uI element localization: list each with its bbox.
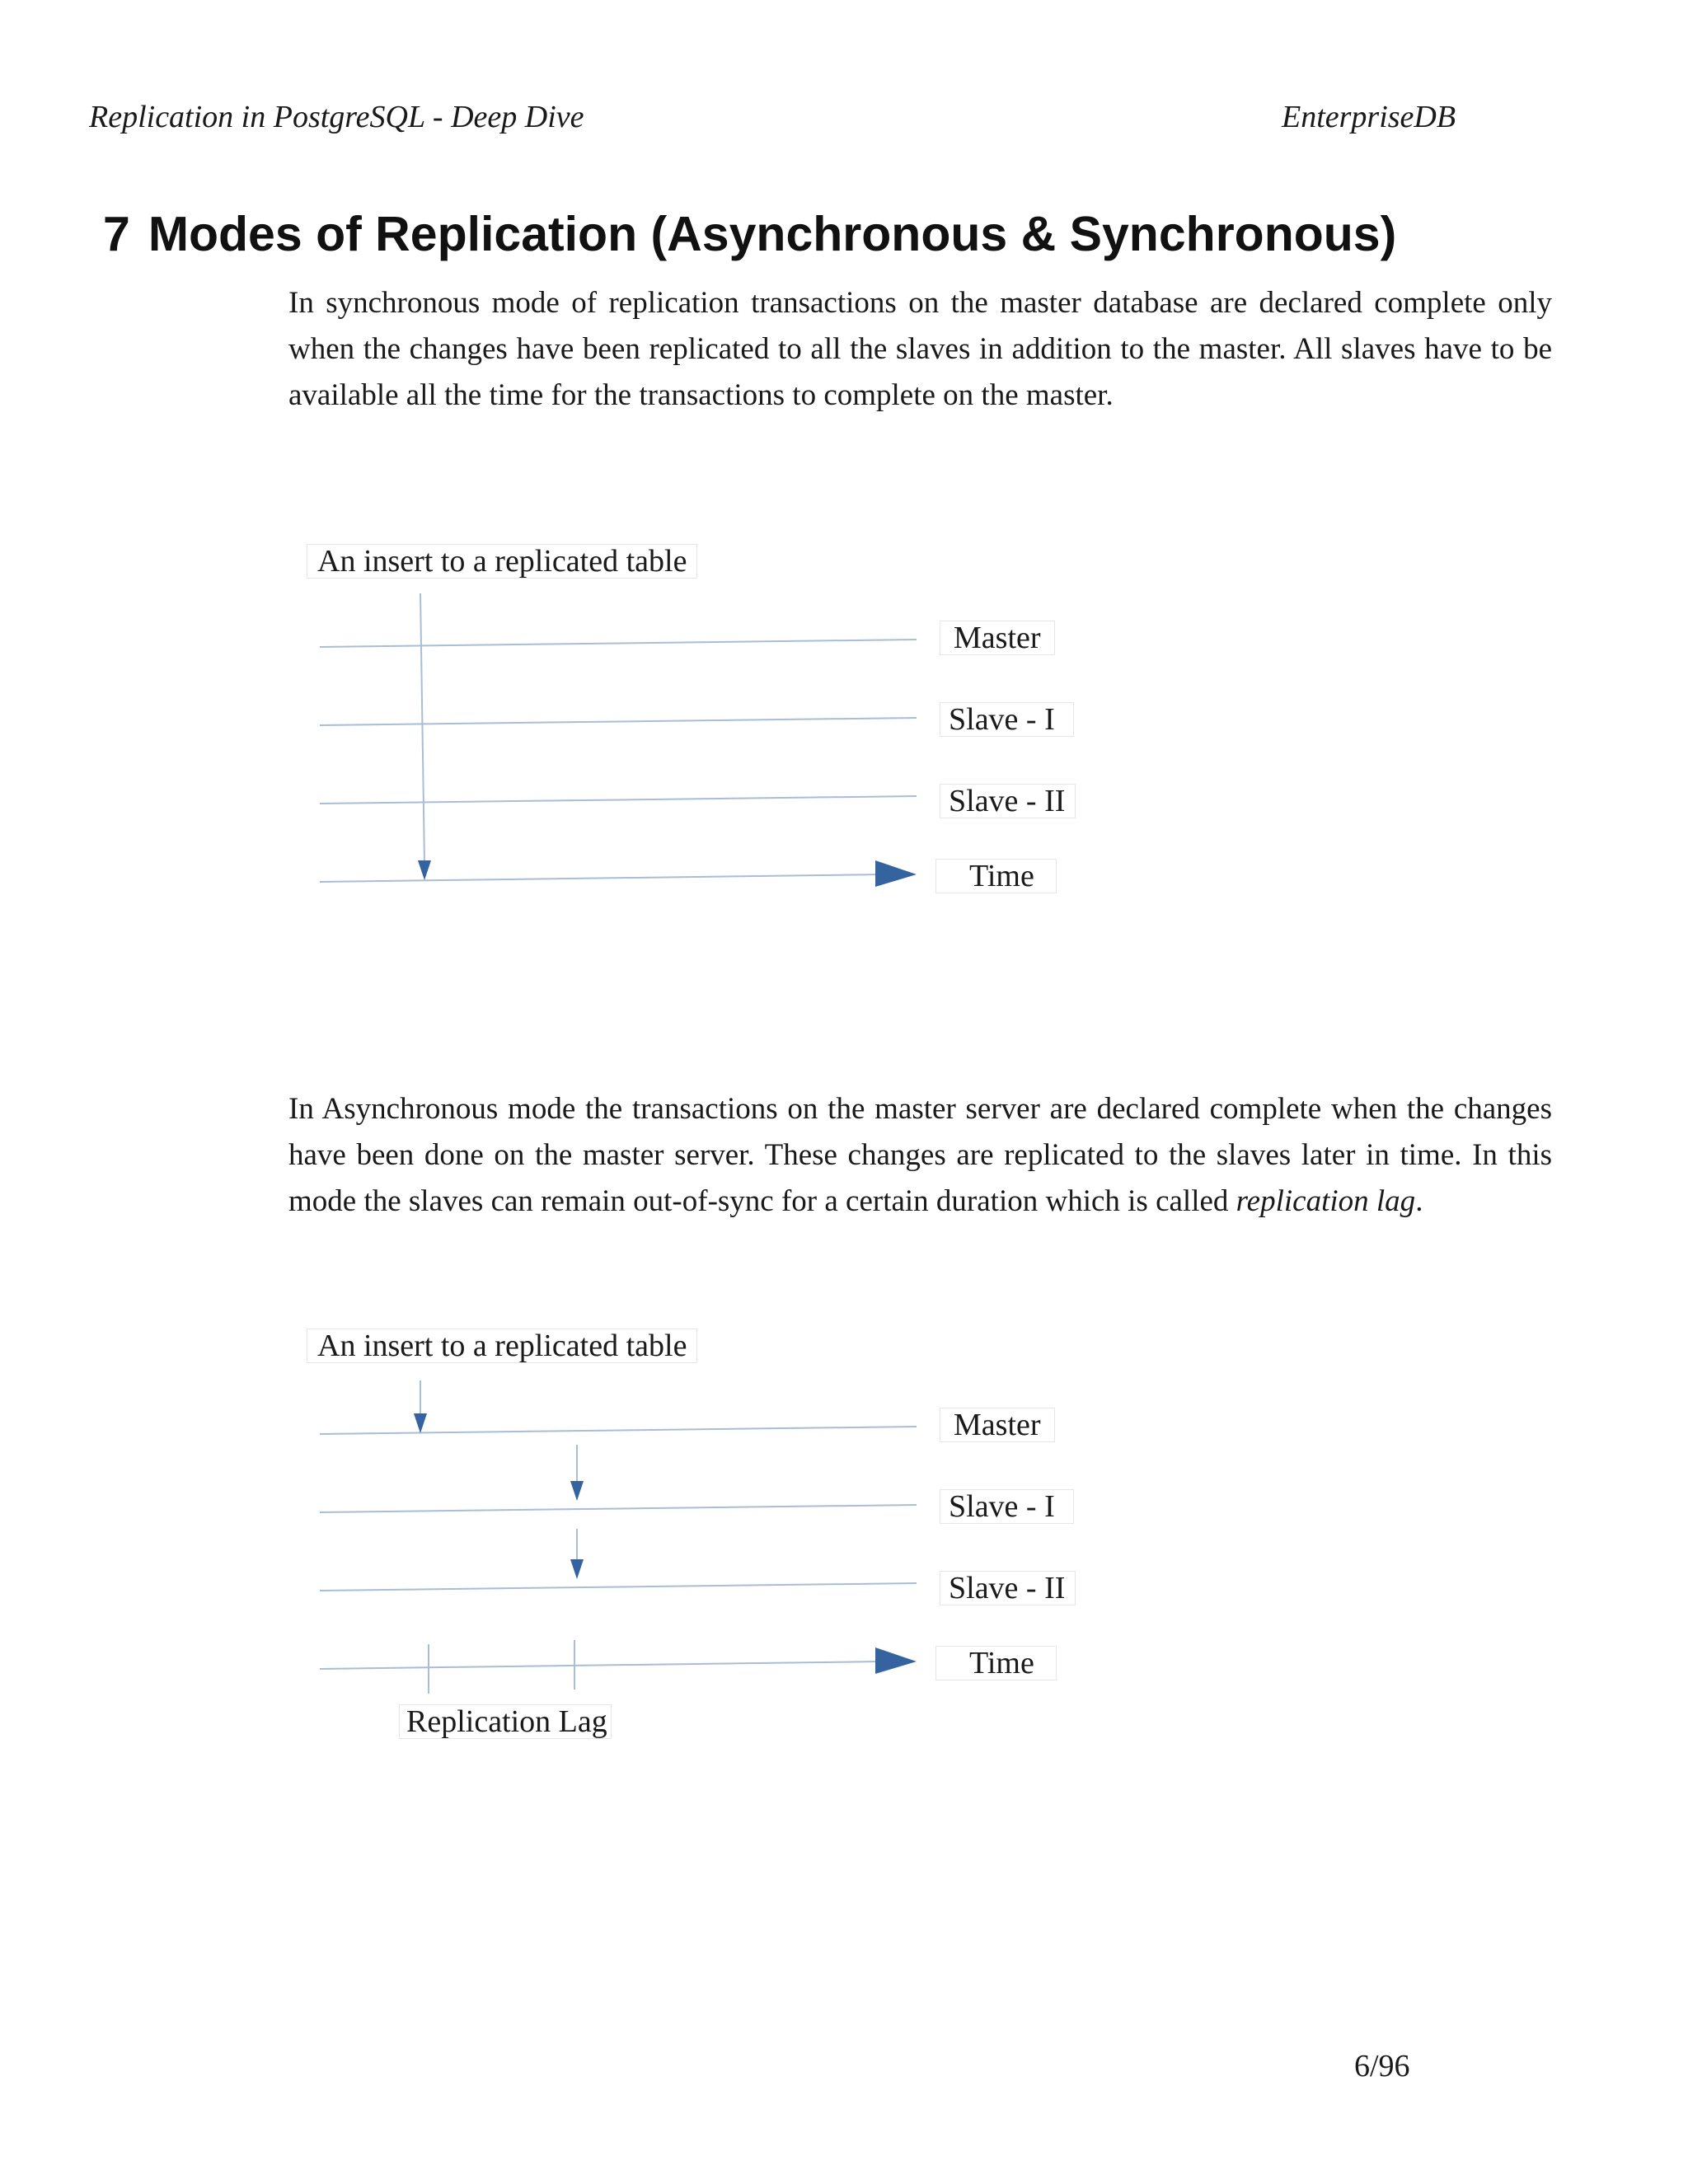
section-heading bbox=[103, 206, 1396, 262]
sync-insert-arrowhead bbox=[418, 860, 431, 880]
sync-master-label: Master bbox=[940, 621, 1055, 655]
async-slave1-arrowhead bbox=[570, 1481, 584, 1501]
sync-insert-arrow bbox=[420, 593, 424, 864]
running-header-title: Replication in PostgreSQL - Deep Dive bbox=[89, 100, 584, 134]
async-insert-label: An insert to a replicated table bbox=[307, 1329, 697, 1363]
async-time-line bbox=[320, 1661, 882, 1669]
sync-slave2-line bbox=[320, 796, 917, 804]
async-master-line bbox=[320, 1427, 917, 1434]
async-slave2-arrowhead bbox=[570, 1559, 584, 1579]
async-master-arrowhead bbox=[414, 1413, 427, 1433]
sync-time-arrowhead bbox=[875, 860, 917, 887]
async-paragraph-end: . bbox=[1415, 1184, 1423, 1218]
async-time-arrowhead bbox=[875, 1647, 917, 1674]
async-slave2-line bbox=[320, 1583, 917, 1591]
replication-lag-label: Replication Lag bbox=[399, 1704, 612, 1739]
sync-diagram bbox=[0, 527, 1688, 907]
sync-slave2-label: Slave - II bbox=[940, 784, 1076, 818]
async-term-replication-lag: replication lag bbox=[1236, 1184, 1416, 1218]
sync-slave1-line bbox=[320, 718, 917, 725]
async-diagram-lines bbox=[0, 1315, 1688, 1760]
async-diagram bbox=[0, 1315, 1688, 1760]
async-paragraph bbox=[288, 1086, 1552, 1225]
async-time-label: Time bbox=[935, 1646, 1057, 1680]
async-slave1-line bbox=[320, 1505, 917, 1512]
async-paragraph-text: In Asynchronous mode the transactions on the master server are declared complete when the changes have been done on the master server. These changes are replicated to the slaves later in time. In this mode the slaves can remain out-of-sync for a certain duration which is called bbox=[288, 1092, 1552, 1218]
sync-paragraph: In synchronous mode of replication transactions on the master database are declared complete only when the changes have been replicated to all the slaves in addition to the master. All slaves have to be available all the time for the transactions to complete on the master. bbox=[288, 286, 1552, 412]
section-title: Modes of Replication (Asynchronous & Synchronous) bbox=[148, 207, 1397, 261]
sync-time-line bbox=[320, 874, 882, 882]
sync-insert-label: An insert to a replicated table bbox=[307, 544, 697, 579]
page-number: 6/96 bbox=[1354, 2049, 1410, 2083]
sync-master-line bbox=[320, 640, 917, 647]
async-slave2-label: Slave - II bbox=[940, 1571, 1076, 1605]
section-number: 7 bbox=[103, 207, 130, 261]
async-slave1-label: Slave - I bbox=[940, 1489, 1074, 1524]
sync-diagram-lines bbox=[0, 527, 1688, 907]
running-header-publisher: EnterpriseDB bbox=[1282, 100, 1456, 134]
sync-time-label: Time bbox=[935, 859, 1057, 893]
sync-slave1-label: Slave - I bbox=[940, 702, 1074, 737]
async-master-label: Master bbox=[940, 1408, 1055, 1442]
